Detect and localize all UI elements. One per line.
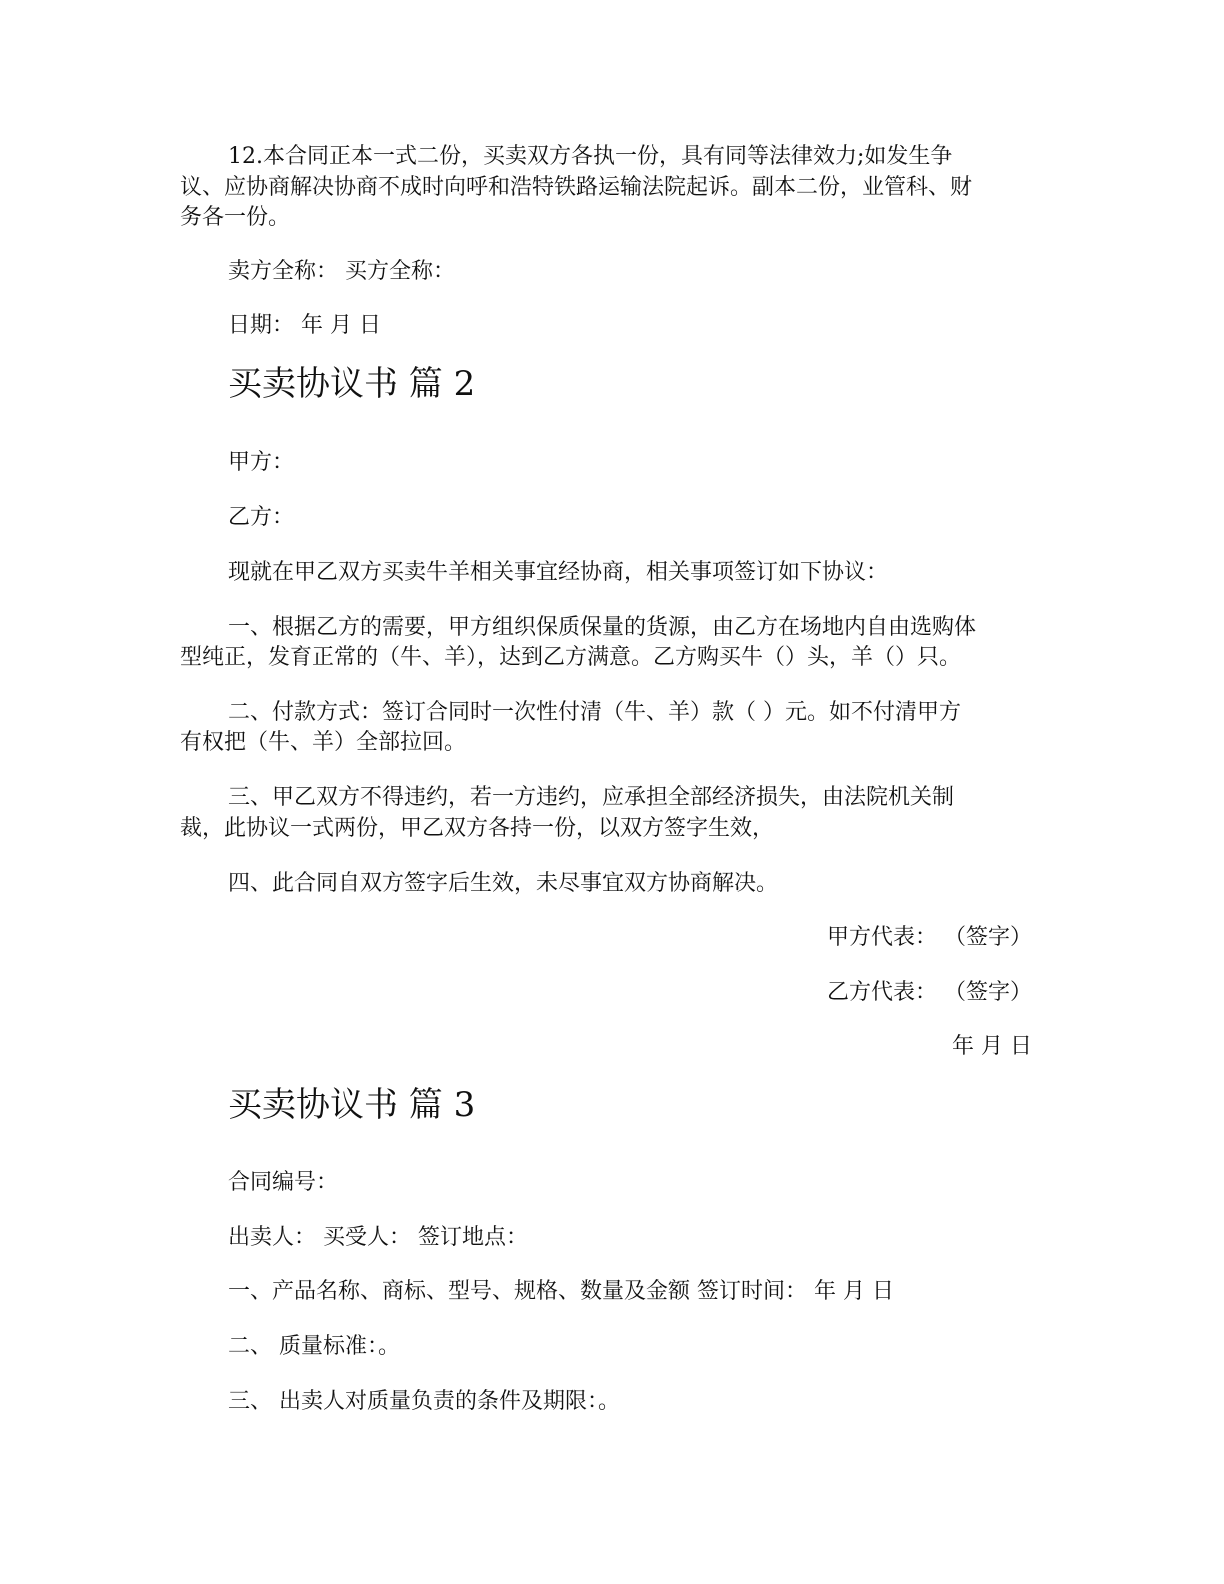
item-2-line-1: 二、付款方式：签订合同时一次性付清（牛、羊）款（ ）元。如不付清甲方 [228,700,961,725]
item-2-line-2: 有权把（牛、羊）全部拉回。 [180,730,467,755]
s3-item-3: 三、 出卖人对质量负责的条件及期限：。 [228,1389,620,1414]
party-a-signature: 甲方代表： （签字） [827,925,1032,950]
item-4: 四、此合同自双方签字后生效，未尽事宜双方协商解决。 [228,871,779,896]
section-3-title: 买卖协议书 篇 3 [228,1085,476,1125]
clause-12-line-2: 议、应协商解决协商不成时向呼和浩特铁路运输法院起诉。副本二份，业管科、财 [180,175,973,200]
date-line: 日期： 年 月 日 [228,313,381,338]
signature-date: 年 月 日 [952,1034,1032,1059]
clause-12-line-1: 12.本合同正本一式二份，买卖双方各执一份，具有同等法律效力;如发生争 [228,144,953,169]
s3-item-1: 一、产品名称、商标、型号、规格、数量及金额 签订时间： 年 月 日 [228,1279,894,1304]
contract-number-label: 合同编号： [228,1170,339,1195]
party-b-signature: 乙方代表： （签字） [827,980,1032,1005]
section-2-title: 买卖协议书 篇 2 [228,364,476,404]
seller-buyer-names: 卖方全称： 买方全称： [228,259,455,284]
s3-item-2: 二、 质量标准：。 [228,1334,400,1359]
clause-12-line-3: 务各一份。 [180,205,291,230]
party-b-label: 乙方： [228,505,295,530]
item-3-line-2: 裁，此协议一式两份，甲乙双方各持一份，以双方签字生效， [180,816,775,841]
item-3-line-1: 三、甲乙双方不得违约，若一方违约，应承担全部经济损失，由法院机关制 [228,785,955,810]
item-1-line-2: 型纯正，发育正常的（牛、羊），达到乙方满意。乙方购买牛（）头，羊（）只。 [180,645,962,670]
item-1-line-1: 一、根据乙方的需要，甲方组织保质保量的货源，由乙方在场地内自由选购体 [228,615,977,640]
party-a-label: 甲方： [228,450,295,475]
seller-buyer-location: 出卖人： 买受人： 签订地点： [228,1225,528,1250]
intro-paragraph: 现就在甲乙双方买卖牛羊相关事宜经协商，相关事项签订如下协议： [228,560,889,585]
